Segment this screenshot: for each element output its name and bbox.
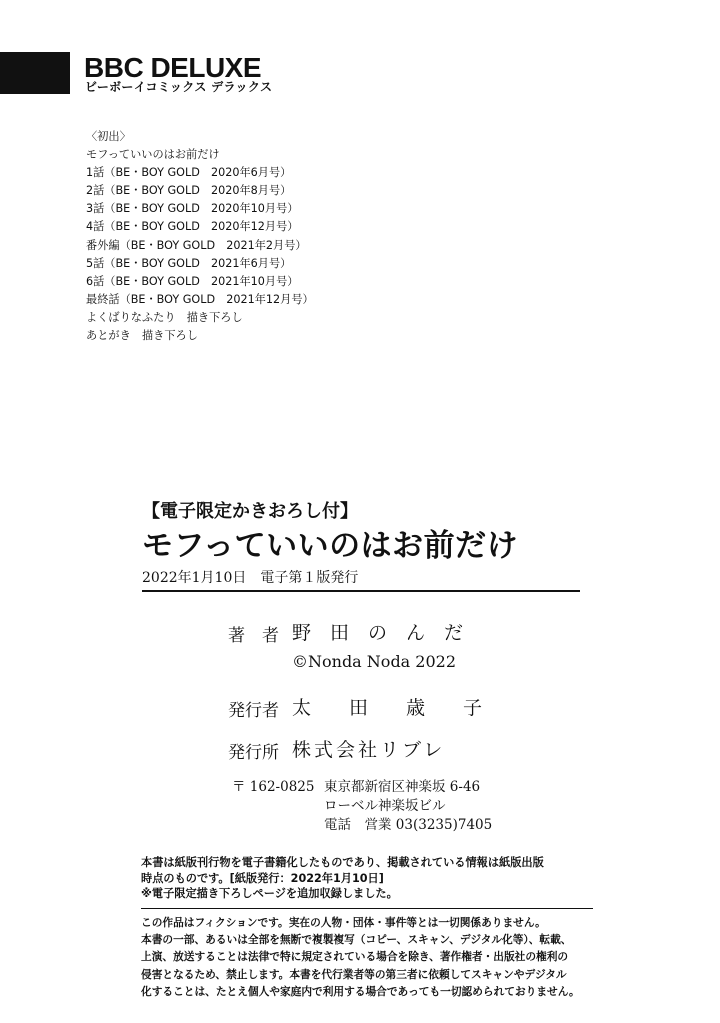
notice-line: ※電子限定描き下ろしページを追加収録しました。 — [141, 887, 398, 901]
postal-code: 〒 162-0825 — [232, 779, 315, 795]
publisher-person-label: 発行者 — [228, 701, 279, 721]
notice-line: 本書の一部、あるいは全部を無断で複製複写（コピー、スキャン、デジタル化等）、転載、 — [141, 933, 572, 947]
history-item: 6話（BE・BOY GOLD 2021年10月号） — [86, 274, 299, 288]
author-name: 野 田 の ん だ — [292, 622, 464, 644]
history-item: モフっていいのはお前だけ — [86, 148, 220, 162]
publication-date: 2022年1月10日 電子第１版発行 — [142, 570, 359, 586]
history-item: あとがき 描き下ろし — [86, 329, 198, 343]
history-heading: 〈初出〉 — [86, 130, 131, 143]
history-item: 番外編（BE・BOY GOLD 2021年2月号） — [86, 238, 307, 252]
history-item: 1話（BE・BOY GOLD 2020年6月号） — [86, 166, 292, 180]
brand-bar — [0, 52, 70, 94]
notice-line: 化することは、たとえ個人や家庭内で利用する場合であっても一切認められておりません。 — [141, 984, 580, 998]
notice-line: この作品はフィクションです。実在の人物・団体・事件等とは一切関係ありません。 — [141, 916, 546, 929]
brand-subtitle: ビーボーイコミックス デラックス — [85, 80, 273, 94]
title-block — [142, 500, 580, 592]
publication-history — [86, 128, 314, 345]
legal-notice — [141, 914, 611, 1000]
notice-line: 侵害となるため、禁止します。本書を代行業者等の第三者に依頼してスキャンやデジタル — [141, 967, 567, 981]
history-item: 3話（BE・BOY GOLD 2020年10月号） — [86, 202, 299, 216]
history-item: 4話（BE・BOY GOLD 2020年12月号） — [86, 220, 299, 234]
title-divider — [142, 590, 580, 592]
brand-title: BBC DELUXE — [84, 52, 262, 83]
address-line-1: 東京都新宿区神楽坂 6-46 — [324, 779, 481, 795]
ebook-notice — [141, 855, 611, 902]
publisher-label: 発行所 — [228, 743, 279, 763]
history-item: 最終話（BE・BOY GOLD 2021年12月号） — [86, 292, 314, 306]
phone: 電話 営業 03(3235)7405 — [324, 817, 493, 833]
book-title: モフっていいのはお前だけ — [142, 528, 519, 564]
history-item: 2話（BE・BOY GOLD 2020年8月号） — [86, 184, 292, 198]
edition-note: 【電子限定かきおろし付】 — [142, 501, 358, 522]
notice-line: 本書は紙版刊行物を電子書籍化したものであり、掲載されている情報は紙版出版 — [141, 856, 544, 869]
notice-line: 時点のものです。[紙版発行：2022年1月10日] — [141, 871, 384, 885]
notice-line: 上演、放送することは法律で特に規定されている場合を除き、著作権者・出版社の権利の — [141, 950, 569, 964]
publisher-name: 株式会社リブレ — [292, 739, 446, 761]
address-line-2: ローベル神楽坂ビル — [324, 798, 446, 814]
history-item: 5話（BE・BOY GOLD 2021年6月号） — [86, 256, 292, 270]
history-item: よくばりなふたり 描き下ろし — [86, 310, 243, 324]
author-label: 著 者 — [228, 626, 279, 646]
copyright: ©Nonda Noda 2022 — [292, 652, 457, 671]
publisher-person: 太 田 歳 子 — [292, 697, 483, 719]
notice-divider — [141, 908, 593, 909]
